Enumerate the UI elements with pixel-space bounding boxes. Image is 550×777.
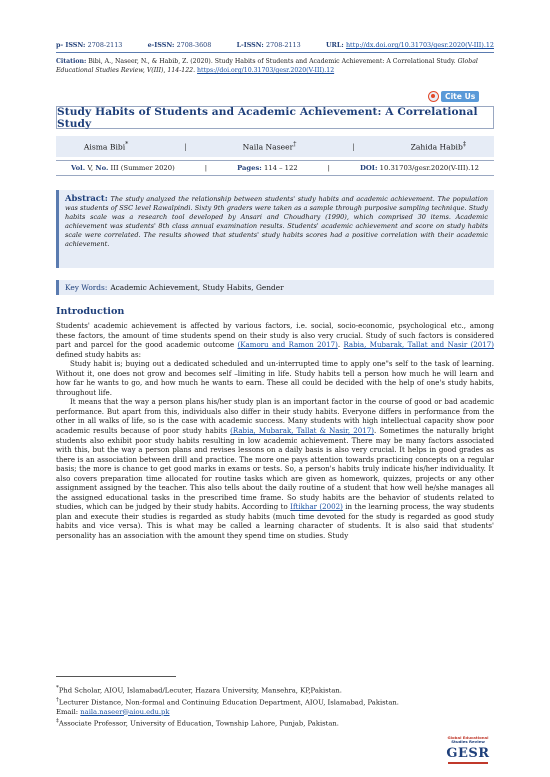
pages: Pages: 114 – 122 (237, 164, 298, 172)
author-3: Zahida Habib‡ (410, 141, 467, 152)
keywords-text: Academic Achievement, Study Habits, Gender (110, 283, 284, 292)
doi: DOI: 10.31703/gesr.2020(V-III).12 (359, 164, 479, 172)
cite-us-label: Cite Us (441, 91, 479, 102)
abstract-label: Abstract: (65, 193, 108, 203)
title-box (56, 106, 494, 129)
paragraph: Students' academic achievement is affected by various factors, i.e. social, socio-economic, psychological etc., among these factors, the amount of time students spend on their study is also very crucial. Study of such factors is considered part and parcel for the good academic outcome (Kamoru and Ramon 2017). Rabia, Mubarak, Tallat and Nasir (2017) defined study habits as: (56, 321, 494, 359)
journal-logo-mark: GESR (446, 745, 490, 761)
email-link[interactable]: naila.naseer@aiou.edu.pk (80, 707, 170, 716)
citation-doi-link[interactable]: https://doi.org/10.31703/gesr.2020(V-III).12 (197, 67, 335, 75)
paragraph: It means that the way a person plans his/her study plan is an important factor in the course of good or bad academic performance. But apart from this, individuals also differ in their study habits. Everyone differs in performance from the other in all walks of life, so is the case with academic success. Many students with high intellectual capacity show poor academic results because of poor study habits (Rabia, Mubarak, Tallat & Nasir, 2017). Sometimes the naturally bright students also exhibit poor study habits resulting in low academic achievement. There may be many factors associated with this, but the way a person plans and revises lessons on a daily basis is also very crucial. It helps in good grades as there is an association between drill and practice. The more one pays attention towards practicing concepts on a regular basis; the more is chance to get good marks in exams or tests. So, a person's habits truly indicate his/her individuality. It also covers preparation time allocated for routine tasks which are given as homework, quizzes, projects or any other assignment assigned by the teacher. This also tells about the daily routine of a student that how well he/she manages all the assigned educational tasks in the prescribed time frame. So study habits are the behavior of students related to studies, which can be judged by their study habits. According to Iftikhar (2002) in the learning process, the way students plan and execute their studies is regarded as study habits (much time devoted for the study is regarded as good study habits and vice versa). This is what may be called a learning character of students. It is also said that students' personality has an association with the amount they spend time on studies. Study (56, 397, 494, 541)
p-issn: p- ISSN: 2708-2113 (56, 41, 123, 49)
footnotes (56, 684, 494, 729)
author-separator: | (184, 142, 187, 151)
paragraph: Study habit is; buying out a dedicated scheduled and un-interrupted time to apply one"s self to the task of learning. Without it, one does not grow and becomes self –limiting in life. Study habits tell a person how much he will learn and how far he wants to go, and how much he wants to earn. These all could be decided with the help of one's study habits, throughout life. (56, 359, 494, 397)
keywords (56, 280, 494, 295)
doi-url: URL: http://dx.doi.org/10.31703/gesr.2020(V-III).12 (325, 41, 494, 49)
footnote: †Lecturer Distance, Non-formal and Continuing Education Department, AIOU, Islamabad, Pakistan. (56, 696, 399, 707)
journal-logo-bar (448, 762, 488, 764)
paper-title: Study Habits of Students and Academic Achievement: A Correlational Study (57, 105, 478, 130)
citation-link[interactable]: Iftikhar (2002) (290, 502, 343, 512)
volume-issue: Vol. V, No. III (Summer 2020) (71, 164, 175, 172)
meta-row (56, 160, 494, 176)
body-text (56, 321, 494, 661)
footnote-divider (56, 676, 176, 677)
authors-row (56, 136, 494, 157)
abstract (56, 190, 494, 268)
footnote: *Phd Scholar, AIOU, Islamabad/Lecuter, Hazara University, Mansehra, KP,Pakistan. (56, 685, 342, 695)
author-separator: | (352, 142, 355, 151)
l-issn: L-ISSN: 2708-2113 (236, 41, 301, 49)
abstract-text: The study analyzed the relationship between students' study habits and academic achievement. The population was students of SSC level Rawalpindi. Sixty 9th graders were taken as a sample through purposive sampling technique. Study habits scale was a research tool developed by Ansari and Choudhary (1990), which comprised 30 items. Academic achievement was students' 8th class annual examination results. Students' academic achievement and score on study habits scale were correlated. The results showed that students' study habits scores had a positive correlation with their academic achievement. (65, 195, 488, 248)
cite-icon (428, 91, 439, 102)
citation-link[interactable]: (Kamoru and Ramon 2017) (237, 340, 338, 350)
issn-bar (56, 41, 494, 53)
cite-us-button[interactable] (428, 89, 494, 103)
author-2: Naila Naseer† (242, 141, 297, 152)
footnote: ‡Associate Professor, University of Education, Township Lahore, Punjab, Pakistan. (56, 718, 339, 728)
meta-separator: | (204, 164, 208, 172)
meta-separator: | (327, 164, 330, 172)
author-1: Aisma Bibi* (83, 141, 129, 152)
keywords-label: Key Words: (65, 283, 108, 292)
footnote-email: Email: naila.naseer@aiou.edu.pk (56, 707, 170, 716)
journal-logo (442, 736, 494, 772)
doi-url-link[interactable]: http://dx.doi.org/10.31703/gesr.2020(V-III).12 (345, 41, 494, 49)
citation-link[interactable]: Rabia, Mubarak, Tallat and Nasir (2017) (343, 340, 494, 350)
citation-link[interactable]: (Rabia, Mubarak, Tallat & Nasir, 2017) (230, 426, 374, 436)
e-issn: e-ISSN: 2708-3608 (147, 41, 212, 49)
citation: Citation: Bibi, A., Naseer, N., & Habib, Z. (2020). Study Habits of Students and Academic Achievement: A Correlational Study. Global Educational Studies Review, V(III), 114-122. https://doi.org/10.31703/gesr.2020(V-III).12 (56, 58, 478, 75)
section-heading-introduction: Introduction (56, 306, 125, 317)
journal-logo-name: Global Educational Studies Review (447, 735, 489, 745)
